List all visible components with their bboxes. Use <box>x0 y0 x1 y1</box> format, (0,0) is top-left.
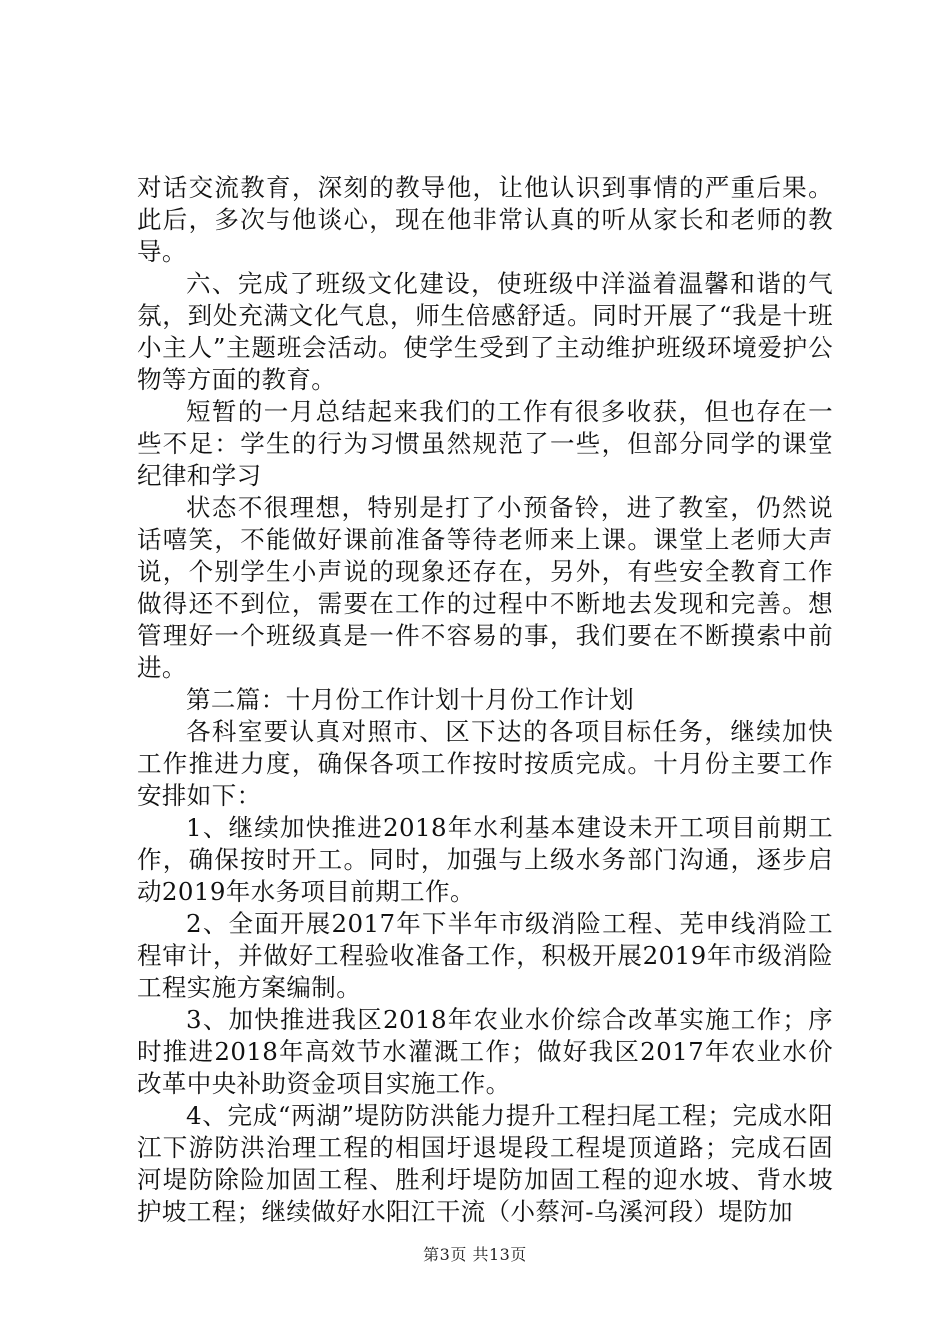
list-item-2: 2、全面开展2017年下半年市级消险工程、芜申线消险工程审计，并做好工程验收准备工作，积极开展2019年市级消险工程实施方案编制。 <box>137 909 833 1002</box>
paragraph-4: 状态不很理想，特别是打了小预备铃，进了教室，仍然说话嘻笑，不能做好课前准备等待老师来上课。课堂上老师大声说，个别学生小声说的现象还存在，另外，有些安全教育工作做得还不到位，需要在工作的过程中不断地去发现和完善。想管理好一个班级真是一件不容易的事，我们要在不断摸索中前进。 <box>137 493 833 682</box>
paragraph-2: 六、完成了班级文化建设，使班级中洋溢着温馨和谐的气氛，到处充满文化气息，师生倍感舒适。同时开展了“我是十班小主人”主题班会活动。使学生受到了主动维护班级环境爱护公物等方面的教育。 <box>137 269 833 394</box>
document-body <box>137 172 833 1228</box>
list-item-4: 4、完成“两湖”堤防防洪能力提升工程扫尾工程；完成水阳江下游防洪治理工程的相国圩退堤段工程堤顶道路；完成石固河堤防除险加固工程、胜利圩堤防加固工程的迎水坡、背水坡护坡工程；继续做好水阳江干流（小蔡河-乌溪河段）堤防加 <box>137 1101 833 1226</box>
section-heading: 第二篇：十月份工作计划十月份工作计划 <box>186 685 635 714</box>
page-number-footer: 第3页 共13页 <box>423 1245 527 1264</box>
paragraph-3: 短暂的一月总结起来我们的工作有很多收获，但也存在一些不足：学生的行为习惯虽然规范了一些，但部分同学的课堂纪律和学习 <box>137 397 833 490</box>
list-item-1: 1、继续加快推进2018年水利基本建设未开工项目前期工作，确保按时开工。同时，加强与上级水务部门沟通，逐步启动2019年水务项目前期工作。 <box>137 813 833 906</box>
list-item-3: 3、加快推进我区2018年农业水价综合改革实施工作；序时推进2018年高效节水灌溉工作；做好我区2017年农业水价改革中央补助资金项目实施工作。 <box>137 1005 833 1098</box>
paragraph-1: 对话交流教育，深刻的教导他，让他认识到事情的严重后果。此后，多次与他谈心，现在他非常认真的听从家长和老师的教导。 <box>137 173 833 266</box>
paragraph-6: 各科室要认真对照市、区下达的各项目标任务，继续加快工作推进力度，确保各项工作按时按质完成。十月份主要工作安排如下： <box>137 717 833 810</box>
